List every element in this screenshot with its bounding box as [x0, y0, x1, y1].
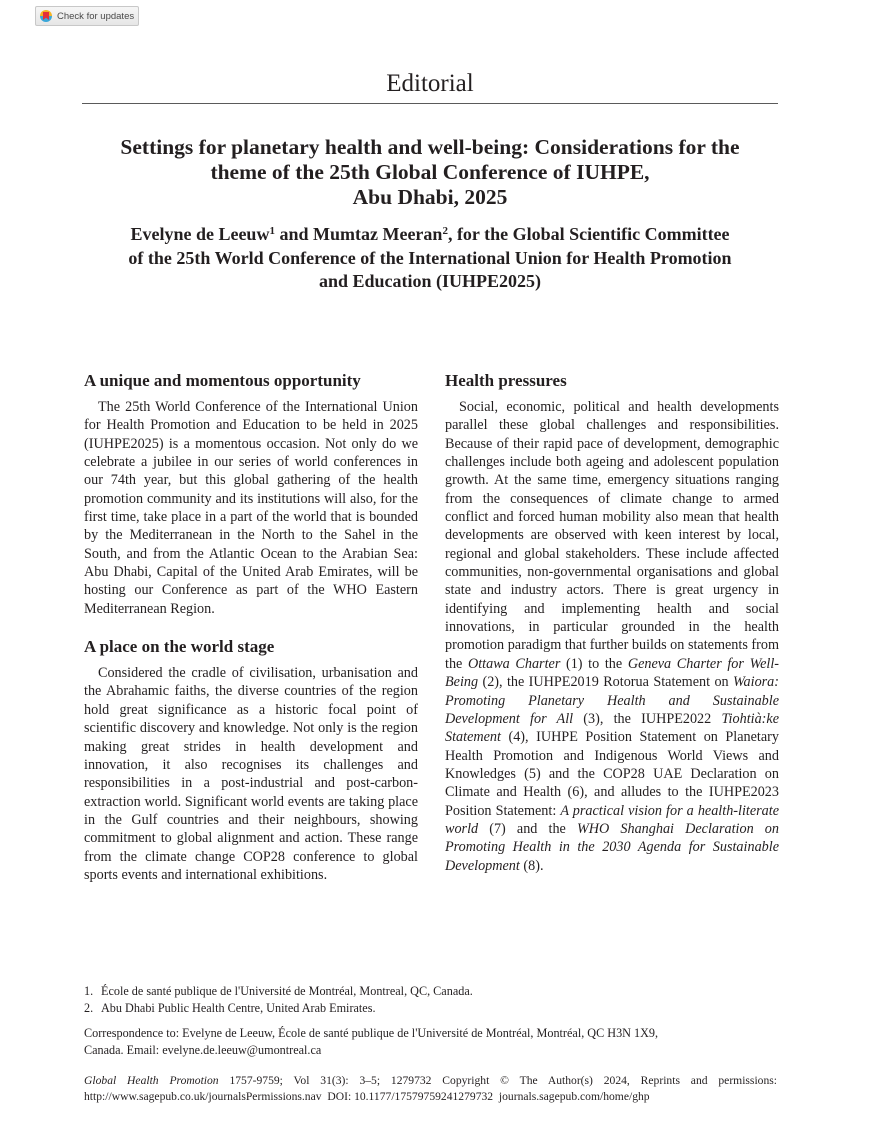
paragraph: [445, 398, 779, 875]
affiliation-footnote: [84, 983, 784, 1000]
correspondence-text: Canada. Email:: [84, 1043, 163, 1057]
title-line: theme of the 25th Global Conference of IUHPE,: [210, 160, 650, 184]
author-connector: and: [274, 224, 313, 244]
journal-title: Global Health Promotion: [84, 1074, 219, 1087]
title-line: Settings for planetary health and well-being: Considerations for the: [120, 135, 740, 159]
text-run: (2), the IUHPE2019 Rotorua Statement on: [478, 674, 734, 691]
affiliation-marker: 2: [442, 225, 448, 237]
text-run: (1) to the: [560, 655, 628, 672]
text-run: (3), the IUHPE2022: [573, 710, 722, 727]
author-list: [82, 220, 778, 294]
journal-homepage-link[interactable]: journals.sagepub.com/home/ghp: [498, 1089, 650, 1103]
check-for-updates-button[interactable]: [35, 6, 139, 26]
header-divider: [82, 103, 778, 104]
right-column: [445, 370, 779, 875]
section-heading: A place on the world stage: [84, 637, 275, 657]
text-run: (7) and the: [478, 820, 577, 837]
cited-title: WHO Shanghai Declaration on Promoting Health in the 2030 Agenda for Sustainable Development: [445, 820, 779, 874]
permissions-link[interactable]: http://www.sagepub.co.uk/journalsPermissions.nav: [84, 1089, 322, 1103]
text-run: Social, economic, political and health developments parallel these global challenges and responsibilities. Because of their rapid pace of development, demographic challenges include both ageing and adolescent population growth. At the same time, emergency situations ranging from the consequences of climate change to armed conflict and forced human mobility also mean that health developments are observed with keen interest by local, regional and global stakeholders. These include affected communities, non-governmental organisations and global state and industry actors. There is great urgency in identifying and implementing health and social innovations, in particular grounded in the health promotion paradigm that further builds on statements from the: [445, 399, 779, 672]
paragraph: Considered the cradle of civilisation, urbanisation and the Abrahamic faiths, the diverse countries of the region hold great significance as a historic focal point of scientific discovery and knowledge. Not only is the region making great strides in health development and innovation, it also recognises its challenges and responsibilities in a post-industrial and post-carbon-extraction world. Significant world events are taking place in the Gulf countries and their neighbours, showing commitment to global alignment and action. These range from the climate change COP28 conference to global sports events and international exhibitions.: [84, 665, 418, 883]
cited-title: Waiora: Promoting Planetary Health and Sustainable Development for All: [445, 674, 779, 727]
cited-title: Geneva Charter for Well-Being: [445, 655, 779, 691]
author-group-text: of the 25th World Conference of the International Union for Health Promotion: [128, 247, 732, 268]
footnote-text: Abu Dhabi Public Health Centre, United Arab Emirates.: [101, 1001, 376, 1015]
section-label: Editorial: [386, 70, 474, 97]
paragraph: The 25th World Conference of the International Union for Health Promotion and Education to be held in 2025 (IUHPE2025) is a momentous occasion. Not only do we celebrate a jubilee in our series of world conferences in our 74th year, but this global gathering of the health promotion community and its institutions will also, for the first time, take place in a part of the world that is bounded by the Mediterranean in the North to the Sahel in the South, and from the Atlantic Ocean to the Arabian Sea: Abu Dhabi, Capital of the United Arab Emirates, will be hosting our Conference as part of the WHO Eastern Mediterranean Region.: [84, 399, 418, 617]
footnotes: [84, 983, 784, 1059]
email-link[interactable]: evelyne.de.leeuw@umontreal.ca: [162, 1043, 322, 1057]
footnote-text: École de santé publique de l'Université de Montréal, Montreal, QC, Canada.: [101, 984, 473, 998]
text-run: (8).: [519, 857, 544, 874]
text-run: (4), IUHPE Position Statement on Planetary Health Promotion and Indigenous World Views and Knowledges (5) and the COP28 UAE Declaration on Climate and Health (6), and alludes to the IUHPE2023 Position Statement:: [445, 729, 779, 819]
author-name: Mumtaz Meeran: [312, 224, 443, 244]
check-for-updates-label: Check for updates: [57, 10, 135, 22]
doi: DOI: 10.1177/17579759241279732: [321, 1089, 499, 1103]
journal-info: [84, 1073, 777, 1104]
cited-title: Tiohtià:ke Statement: [445, 710, 779, 746]
author-group-text: , for the Global Scientific Committee: [447, 224, 730, 244]
correspondence: [84, 1025, 784, 1059]
title-line: Abu Dhabi, 2025: [352, 185, 508, 209]
publication-details: 1757-9759; Vol 31(3): 3–5; 1279732 Copyright © The Author(s) 2024, Reprints and permissions:: [218, 1074, 777, 1087]
author-name: Evelyne de Leeuw: [130, 224, 270, 244]
article-title: [82, 135, 778, 210]
author-group-text: and Education (IUHPE2025): [318, 271, 542, 291]
footnote-number: 1.: [84, 984, 94, 998]
section-heading: Health pressures: [445, 371, 567, 390]
affiliation-footnote: [84, 1000, 784, 1017]
section-heading: A unique and momentous opportunity: [84, 371, 361, 390]
cited-title: Ottawa Charter: [467, 655, 561, 672]
left-column: [84, 370, 418, 884]
cited-title: A practical vision for a health-literate world: [445, 802, 779, 837]
affiliation-marker: 1: [269, 225, 275, 237]
crossmark-icon: [40, 10, 52, 22]
correspondence-text: Correspondence to: Evelyne de Leeuw, École de santé publique de l'Université de Montréal, Montréal, QC H3N 1X9,: [84, 1026, 659, 1040]
footnote-number: 2.: [84, 1001, 94, 1015]
